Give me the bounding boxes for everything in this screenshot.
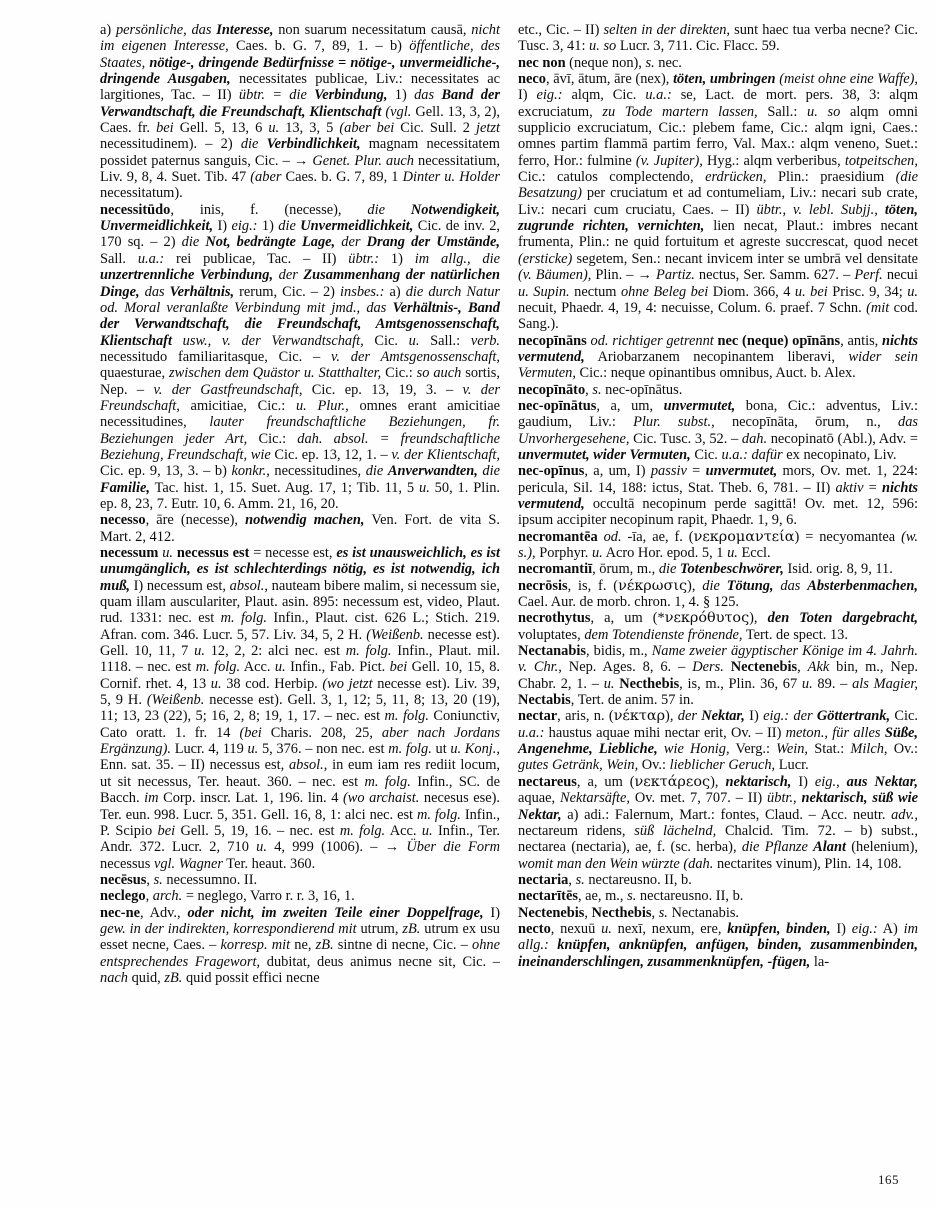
two-column-text-body [100,22,930,1172]
dictionary-entry: necēsus, s. necessumno. II. [100,871,258,888]
dictionary-entry: nectarītēs, ae, m., s. nectareusno. II, b. [518,888,744,905]
dictionary-entry: a) persönliche, das Interesse, non suarum necessitatum causā, nicht im eigenen Interesse, Caes. b. G. 7, 89, 1. – b) öffentliche, des Staates, nötige-, dringende Bedürfnisse = nötige-, unvermeidliche-, dringende Ausgaben, necessitates publicae, Liv.: necessitates ac largitiones, Tac. – II) übtr. = die Verbindung, 1) das Band der Verwandtschaft, die Freundschaft, Klientschaft (vgl. Gell. 13, 3, 2), Caes. fr. bei Gell. 5, 13, 6 u. 13, 3, 5 (aber bei Cic. Sull. 2 jetzt necessitudinem). – 2) die Verbindlichkeit, magnam necessitatem possidet paternus sanguis, Cic. – → Genet. Plur. auch necessitatium, Liv. 9, 8, 4. Suet. Tib. 47 (aber Caes. b. G. 7, 89, 1 Dinter u. Holder necessitatum). [100,22,501,202]
dictionary-entry: necopīnāto, s. nec-opīnātus. [518,381,683,398]
page-number: 165 [878,1172,899,1187]
dictionary-entry: nec-ne, Adv., oder nicht, im zweiten Teile einer Doppelfrage, I) gew. in der indirekten, korrespondierend mit utrum, zB. utrum ex usu esset necne, Caes. – korresp. mit ne, zB. sintne di necne, Cic. – ohne entsprechendes Fragewort, dubitat, deus animus necne sit, Cic. – nach quid, zB. quid possit effici necne [100,904,500,986]
dictionary-entry: nectareus, a, um (νεκτάρεος), nektarisch, I) eig., aus Nektar, aquae, Nektarsäfte, Ov. met. 7, 707. – II) übtr., nektarisch, süß wie Nektar, a) adi.: Falernum, Mart.: fontes, Claud. – Acc. neutr. adv., nectareum ridens, süß lächelnd, Chalcid. Tim. 72. – b) subst., nectarea (nectaria), ae, f. (sc. herba), die Pflanze Alant (helenium), womit man den Wein würzte (dah. nectarites vinum), Plin. 14, 108. [518,773,919,872]
dictionary-entry: nectaria, s. nectareusno. II, b. [518,871,692,888]
dictionary-entry: nec non (neque non), s. nec. [518,54,682,71]
left-text-column [100,22,500,1172]
dictionary-entry: neco, āvī, ātum, āre (nex), töten, umbringen (meist ohne eine Waffe), I) eig.: alqm, Cic. u.a.: se, Lact. de mort. pers. 38, 3: alqm excruciatum, zu Tode martern lassen, Sall.: u. so alqm omni supplicio excruciatum, Cic.: plebem fame, Cic.: alqm igni, Caes.: omnes partim flammā partim ferro, Val. Max.: alqm veneno, Suet.: ferro, Hor.: fulmine (v. Jupiter), Hyg.: alqm verberibus, totpeitschen, Cic.: catulos complectendo, erdrücken, Plin.: praesidium (die Besatzung) per cruciatum et ad contumeliam, Liv.: necari sub crate, Liv.: necari cum cruciatu, Caes. – II) übtr., v. lebl. Subjj., töten, zugrunde richten, vernichten, lien necat, Plaut.: imbres necant frumenta, Plin.: ne quid fortuitum et agreste succrescat, quod necet (ersticke) segetem, Sen.: necant invicem inter se umbrā vel densitate (v. Bäumen), Plin. – → Partiz. nectus, Ser. Samm. 627. – Perf. necui u. Supin. nectum ohne Beleg bei Diom. 366, 4 u. bei Prisc. 9, 34; u. necuit, Phaedr. 4, 19, 4: necuisse, Colum. 6. praef. 7 Schn. (mit cod. Sang.). [518,71,919,333]
dictionary-entry: Nectanabis, bidis, m., Name zweier ägyptischer Könige im 4. Jahrh. v. Chr., Nep. Ages. 8, 6. – Ders. Nectenebis, Akk bin, m., Nep. Chabr. 2, 1. – u. Necthebis, is, m., Plin. 36, 67 u. 89. – als Magier, Nectabis, Tert. de anim. 57 in. [518,643,918,709]
dictionary-entry: neclego, arch. = neglego, Varro r. r. 3, 16, 1. [100,888,355,905]
dictionary-entry: necromantiī, ōrum, m., die Totenbeschwörer, Isid. orig. 8, 9, 11. [518,561,893,578]
dictionary-entry: necessum u. necessus est = necesse est, es ist unausweichlich, es ist unumgänglich, es ist schlechterdings nötig, es ist notwendig, ich muß, I) necessum est, absol., nauteam bibere malim, si necessum sie, quam illam ausculariter, Plaut. asin. 895: necessum est, video, Plaut. rud. 1331: nec. est m. folg. Infin., Plaut. cist. 626 L.; Stich. 219. Afran. com. 346. Lucr. 5, 57. Liv. 34, 5, 2 H. (Weißenb. necesse est). Gell. 10, 11, 7 u. 12, 2, 2: alci nec. est m. folg. Infin., Plaut. mil. 1118. – nec. est m. folg. Acc. u. Infin., Fab. Pict. bei Gell. 10, 15, 8. Cornif. rhet. 4, 13 u. 38 cod. Herbip. (wo jetzt necesse est). Liv. 39, 5, 9 H. (Weißenb. necesse est). Gell. 3, 1, 12; 5, 11, 8; 13, 20 (19), 11; 13, 23 (22), 5; 16, 2, 8; 19, 1, 17. – nec. est m. folg. Coniunctiv, Cato oratt. 1. fr. 14 (bei Charis. 208, 25, aber nach Jordans Ergänzung). Lucr. 4, 119 u. 5, 376. – non nec. est m. folg. ut u. Konj., Enn. sat. 35. – II) necessus est, absol., in eum iam res rediit locum, ut sit necessus, Ter. heaut. 360. – nec. est m. folg. Infin., SC. de Bacch. im Corp. inscr. Lat. 1, 196. lin. 4 (wo archaist. necesus ese). Ter. eun. 998. Lucr. 5, 351. Gell. 16, 8, 1: alci nec. est m. folg. Infin., P. Scipio bei Gell. 5, 19, 16. – nec. est m. folg. Acc. u. Infin., Ter. Andr. 372. Lucr. 2, 710 u. 4, 999 (1006). – → Über die Form necessus vgl. Wagner Ter. heaut. 360. [100,545,501,872]
dictionary-entry: necesso, āre (necesse), notwendig machen, Ven. Fort. de vita S. Mart. 2, 412. [100,512,500,545]
dictionary-entry: nec-opīnātus, a, um, unvermutet, bona, Cic.: adventus, Liv.: gaudium, Liv.: Plur. subst., necopīnāta, ōrum, n., das Unvorhergesehene, Cic. Tusc. 3, 52. – dah. necopinatō (Abl.), Adv. = unvermutet, wider Vermuten, Cic. u.a.: dafür ex necopinato, Liv. [518,397,918,463]
dictionary-entry: nectar, aris, n. (νέκταρ), der Nektar, I) eig.: der Göttertrank, Cic. u.a.: haustus aquae mihi nectar erit, Ov. – II) meton., für alles Süße, Angenehme, Liebliche, wie Honig, Verg.: Wein, Stat.: Milch, Ov.: gutes Getränk, Wein, Ov.: lieblicher Geruch, Lucr. [518,708,918,774]
dictionary-entry: necopīnāns od. richtiger getrennt nec (neque) opīnāns, antis, nichts vermutend, Ariobarzanem necopinantem liberavi, wider sein Vermuten, Cic.: neque opinantibus omnibus, Auct. b. Alex. [518,332,919,382]
dictionary-entry: Nectenebis, Necthebis, s. Nectanabis. [518,904,740,921]
right-text-column [518,22,918,1172]
dictionary-entry: necrōsis, is, f. (νέκρωσις), die Tötung, das Absterbenmachen, Cael. Aur. de morb. chron. 1, 4. § 125. [518,577,918,611]
dictionary-entry: necto, nexuū u. nexī, nexum, ere, knüpfen, binden, I) eig.: A) im allg.: knüpfen, anknüpfen, anfügen, binden, zusammenbinden, ineinanderschlingen, zusammenknüpfen, -fügen, la- [518,920,918,970]
dictionary-entry: necrothytus, a, um (*νεκρόθυτος), den Toten dargebracht, voluptates, dem Totendienste frönende, Tert. de spect. 13. [518,610,918,643]
dictionary-entry: necessitūdo, inis, f. (necesse), die Notwendigkeit, Unvermeidlichkeit, I) eig.: 1) die Unvermeidlichkeit, Cic. de inv. 2, 170 sq. – 2) die Not, bedrängte Lage, der Drang der Umstände, Sall. u.a.: rei publicae, Tac. – II) übtr.: 1) im allg., die unzertrennliche Verbindung, der Zusammenhang der natürlichen Dinge, das Verhältnis, rerum, Cic. – 2) insbes.: a) die durch Natur od. Moral veranlaßte Verbindung mit jmd., das Verhältnis-, Band der Verwandtschaft, die Freundschaft, Amtsgenossenschaft, Klientschaft usw., v. der Verwandtschaft, Cic. u. Sall.: verb. necessitudo familiaritasque, Cic. – v. der Amtsgenossenschaft, quaesturae, zwischen dem Quästor u. Statthalter, Cic.: so auch sortis, Nep. – v. der Gastfreundschaft, Cic. ep. 13, 19, 3. – v. der Freundschaft, amicitiae, Cic.: u. Plur., omnes erant amicitiae necessitudines, lauter freundschaftliche Beziehungen, fr. Beziehungen jeder Art, Cic.: dah. absol. = freundschaftliche Beziehung, Freundschaft, wie Cic. ep. 13, 12, 1. – v. der Klientschaft, Cic. ep. 9, 13, 3. – b) konkr., necessitudines, die Anverwandten, die Familie, Tac. hist. 1, 15. Suet. Aug. 17, 1; Tib. 11, 5 u. 50, 1. Plin. ep. 8, 23, 7. Eutr. 10, 6. Amm. 21, 16, 20. [100,201,501,512]
dictionary-entry: necromantēa od. -īa, ae, f. (νεκρομαντεία) = necyomantea (w. s.), Porphyr. u. Acro Hor. epod. 5, 1 u. Eccl. [518,528,918,561]
dictionary-entry: nec-opīnus, a, um, I) passiv = unvermutet, mors, Ov. met. 1, 224: pericula, Sil. 14, 188: ictus, Stat. Theb. 6, 781. – II) aktiv = nichts vermutend, occultā necopinum perde sagittā! Ov. met. 12, 596: ipsum accipiter necopinum rapit, Phaedr. 1, 9, 6. [518,463,919,529]
dictionary-entry: etc., Cic. – II) selten in der direkten, sunt haec tua verba necne? Cic. Tusc. 3, 41: u. so Lucr. 3, 711. Cic. Flacc. 59. [518,22,919,55]
